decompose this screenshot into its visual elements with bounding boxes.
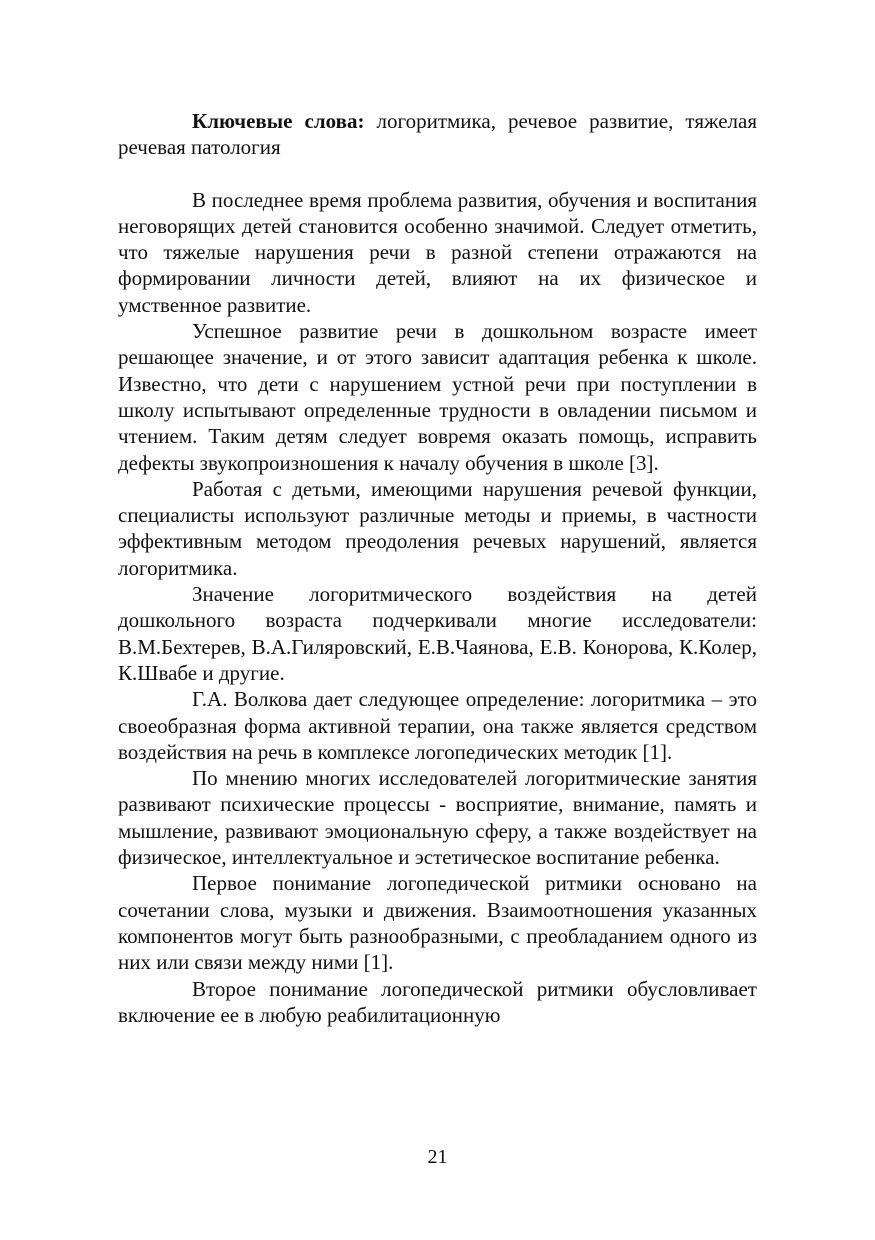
paragraph-4: Значение логоритмического воздействия на детей дошкольного возраста подчеркивали многие исследователи: В.М.Бехтерев, В.А.Гиляровский, Е.В.Чаянова, Е.В. Конорова, К.Колер, К.Швабе и другие. — [118, 582, 757, 685]
body-text — [118, 108, 757, 1028]
page-number: 21 — [427, 1146, 448, 1168]
paragraph-1: В последнее время проблема развития, обучения и воспитания неговорящих детей становится особенно значимой. Следует отметить, что тяжелые нарушения речи в разной степени отражаются на формировании личности детей, влияют на их физическое и умственное развитие. — [118, 187, 757, 317]
paragraph-3: Работая с детьми, имеющими нарушения речевой функции, специалисты используют различные методы и приемы, в частности эффективным методом преодоления речевых нарушений, является логоритмика. — [118, 476, 757, 580]
paragraph-8: Второе понимание логопедической ритмики обусловливает включение ее в любую реабилитационную — [118, 976, 757, 1027]
keywords-label: Ключевые слова: — [192, 109, 365, 133]
paragraph-2: Успешное развитие речи в дошкольном возрасте имеет решающее значение, и от этого зависит адаптация ребенка к школе. Известно, что дети с нарушением устной речи при поступлении в школу испытывают определенные трудности в овладении письмом и чтением. Таким детям следует вовремя оказать помощь, исправить дефекты звукопроизношения к началу обучения в школе [3]. — [118, 319, 757, 475]
paragraph-7: Первое понимание логопедической ритмики основано на сочетании слова, музыки и движения. Взаимоотношения указанных компонентов могут быть разнообразными, с преобладанием одного из них или связи между ними [1]. — [118, 871, 757, 975]
paragraph-5: Г.А. Волкова дает следующее определение: логоритмика – это своеобразная форма активной терапии, она также является средством воздействия на речь в комплексе логопедических методик [1]. — [118, 687, 757, 764]
keywords-paragraph — [118, 108, 757, 161]
paragraph-6: По мнению многих исследователей логоритмические занятия развивают психические процессы - восприятие, внимание, память и мышление, развивают эмоциональную сферу, а также воздействует на физическое, интеллектуальное и эстетическое воспитание ребенка. — [118, 766, 757, 870]
keywords-text: логоритмика, речевое развитие, тяжелая речевая патология — [118, 109, 757, 160]
